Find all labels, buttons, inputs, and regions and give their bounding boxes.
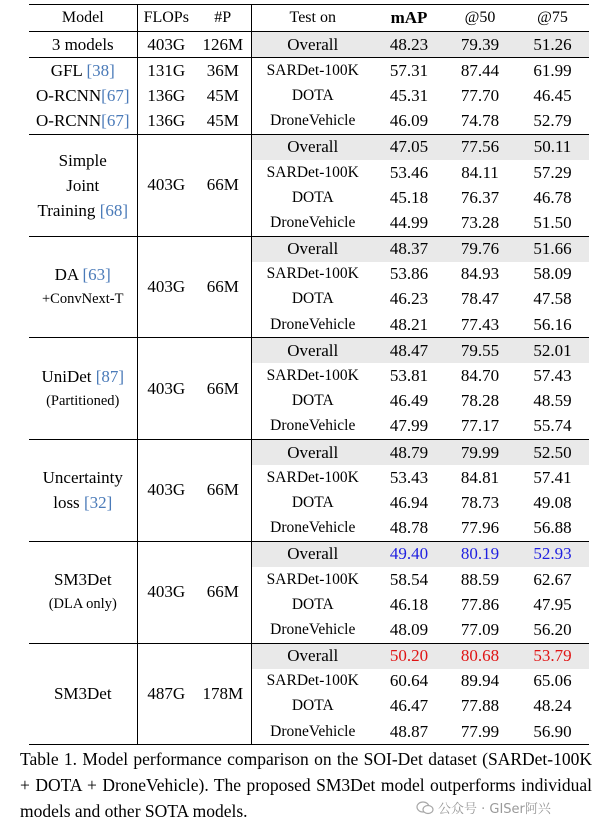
test-set: DroneVehicle xyxy=(251,210,374,236)
ap75-value: 51.50 xyxy=(533,212,572,232)
ap50-value: 84.93 xyxy=(460,264,500,284)
map-value: 46.49 xyxy=(389,391,429,411)
model-name: O-RCNN[67] xyxy=(36,85,130,105)
ap75-value: 51.26 xyxy=(516,32,589,58)
ap75-value: 58.09 xyxy=(533,264,572,284)
table-row xyxy=(29,440,589,466)
map-value: 48.79 xyxy=(374,440,444,466)
flops-value: 131G xyxy=(137,58,195,84)
test-set: DOTA xyxy=(251,389,374,414)
map-value: 58.54 xyxy=(389,569,429,589)
wechat-icon xyxy=(416,801,434,815)
ap50-value: 87.44 xyxy=(460,60,500,80)
ap75-value: 61.99 xyxy=(533,60,572,80)
ap50-value: 77.56 xyxy=(444,134,516,160)
flops-value: 136G xyxy=(137,83,195,108)
model-name: UniDet [87] (Partitioned) xyxy=(29,338,137,440)
map-value: 46.18 xyxy=(389,594,429,614)
map-value: 48.23 xyxy=(374,32,444,58)
params-value: 66M xyxy=(206,276,239,296)
ap50-value: 73.28 xyxy=(460,212,500,232)
watermark-text: 公众号 · GISer阿兴 xyxy=(438,802,551,817)
ap50-value: 79.76 xyxy=(444,236,516,262)
map-value: 48.47 xyxy=(374,338,444,364)
params-value: 45M xyxy=(206,111,239,131)
header-model: Model xyxy=(61,9,104,26)
ap75-value: 56.16 xyxy=(533,314,572,334)
ap75-value: 57.29 xyxy=(533,162,572,182)
params-value: 66M xyxy=(206,175,239,195)
header-params: #P xyxy=(214,9,232,26)
test-set: SARDet-100K xyxy=(251,58,374,84)
map-value: 48.21 xyxy=(389,314,429,334)
ap50-value: 80.68 xyxy=(444,643,516,669)
test-set: SARDet-100K xyxy=(251,262,374,287)
test-set: DroneVehicle xyxy=(251,414,374,440)
ap50-value: 78.28 xyxy=(460,391,500,411)
test-set: DOTA xyxy=(251,490,374,515)
map-value: 53.81 xyxy=(389,366,429,386)
ap75-value: 55.74 xyxy=(533,416,572,436)
ap75-value: 53.79 xyxy=(516,643,589,669)
params-value: 66M xyxy=(206,582,239,602)
ap75-value: 49.08 xyxy=(533,492,572,512)
table-row xyxy=(29,109,589,134)
model-variant: (Partitioned) xyxy=(46,392,120,409)
flops-value: 403G xyxy=(137,32,195,58)
map-value: 48.09 xyxy=(389,619,429,639)
params-value: 126M xyxy=(202,34,244,54)
map-value: 48.78 xyxy=(389,518,429,538)
ap50-value: 84.81 xyxy=(460,467,500,487)
ap50-value: 77.09 xyxy=(460,619,500,639)
test-set: DOTA xyxy=(251,83,374,108)
map-value: 48.37 xyxy=(374,236,444,262)
baseline-group xyxy=(29,32,589,58)
header-flops: FLOPs xyxy=(137,5,195,32)
test-set: SARDet-100K xyxy=(251,669,374,694)
table-row xyxy=(29,541,589,567)
model-group xyxy=(29,541,589,643)
ap75-value: 56.88 xyxy=(533,518,572,538)
ap75-value: 62.67 xyxy=(533,569,572,589)
test-set: DroneVehicle xyxy=(251,109,374,134)
ap75-value: 57.41 xyxy=(533,467,572,487)
map-value: 46.47 xyxy=(389,696,429,716)
params-value: 178M xyxy=(202,683,244,703)
ap75-value: 65.06 xyxy=(533,671,572,691)
ap50-value: 84.70 xyxy=(460,366,500,386)
ap75-value: 56.90 xyxy=(533,721,572,741)
citation[interactable]: [38] xyxy=(86,60,115,80)
table-row xyxy=(29,338,589,364)
table-row xyxy=(29,32,589,58)
params-value: 45M xyxy=(206,85,239,105)
citation[interactable]: [32] xyxy=(83,493,113,513)
map-value: 45.18 xyxy=(389,187,429,207)
table-row xyxy=(29,236,589,262)
test-set: Overall xyxy=(251,338,374,364)
ap50-value: 78.73 xyxy=(460,492,500,512)
ap50-value: 77.99 xyxy=(460,721,500,741)
flops-value: 403G xyxy=(137,338,195,440)
test-set: DroneVehicle xyxy=(251,516,374,542)
ap75-value: 46.45 xyxy=(533,85,572,105)
test-set: DOTA xyxy=(251,592,374,617)
model-name: SM3Det (DLA only) xyxy=(29,541,137,643)
ap50-value: 77.96 xyxy=(460,518,500,538)
model-group xyxy=(29,643,589,745)
map-value: 46.23 xyxy=(389,289,429,309)
map-value: 49.40 xyxy=(374,541,444,567)
ap50-value: 77.17 xyxy=(460,416,500,436)
ap75-value: 57.43 xyxy=(533,366,572,386)
citation[interactable]: [67] xyxy=(101,111,130,131)
model-group xyxy=(29,338,589,440)
test-set: DOTA xyxy=(251,694,374,719)
model-name: DA [63] +ConvNext-T xyxy=(29,236,137,338)
comparison-table xyxy=(29,4,589,745)
ap50-value: 78.47 xyxy=(460,289,500,309)
test-set: Overall xyxy=(251,541,374,567)
citation[interactable]: [68] xyxy=(99,200,129,220)
map-value: 48.87 xyxy=(389,721,429,741)
test-set: DOTA xyxy=(251,185,374,210)
ap75-value: 51.66 xyxy=(516,236,589,262)
map-value: 50.20 xyxy=(374,643,444,669)
flops-value: 403G xyxy=(137,236,195,338)
header-test-on: Test on xyxy=(251,5,374,32)
ap50-value: 76.37 xyxy=(460,187,500,207)
test-set: DOTA xyxy=(251,287,374,312)
table-row xyxy=(29,83,589,108)
model-variant: (DLA only) xyxy=(48,596,117,613)
map-value: 57.31 xyxy=(389,60,429,80)
flops-value: 403G xyxy=(137,134,195,236)
watermark xyxy=(416,798,551,817)
test-set: SARDet-100K xyxy=(251,160,374,185)
map-value: 46.94 xyxy=(389,492,429,512)
ap50-value: 74.78 xyxy=(460,111,500,131)
map-value: 53.43 xyxy=(389,467,429,487)
header-ap50: @50 xyxy=(464,9,496,26)
flops-value: 403G xyxy=(137,440,195,542)
test-set: DroneVehicle xyxy=(251,617,374,643)
ap75-value: 52.01 xyxy=(516,338,589,364)
citation[interactable]: [87] xyxy=(95,366,125,386)
map-value: 47.05 xyxy=(374,134,444,160)
model-name: GFL [38] xyxy=(50,60,115,80)
header-ap75: @75 xyxy=(537,9,568,26)
ap50-value: 79.55 xyxy=(444,338,516,364)
ap75-value: 50.11 xyxy=(516,134,589,160)
ap75-value: 46.78 xyxy=(533,187,572,207)
ap50-value: 77.86 xyxy=(460,594,500,614)
table-caption: Table 1. Model performance comparison on the SOI-Det dataset (SARDet-100K + DOTA + DroneVehicle). The proposed SM3Det model outperforms individual models and other SOTA models. xyxy=(20,749,592,821)
map-value: 53.46 xyxy=(389,162,429,182)
model-name: 3 models xyxy=(51,34,114,54)
ap50-value: 88.59 xyxy=(460,569,500,589)
flops-value: 487G xyxy=(137,643,195,745)
params-value: 66M xyxy=(206,378,239,398)
ap75-value: 52.50 xyxy=(516,440,589,466)
header-map: mAP xyxy=(390,8,428,27)
test-set: Overall xyxy=(251,440,374,466)
ap50-value: 84.11 xyxy=(461,162,499,182)
test-set: Overall xyxy=(251,134,374,160)
model-name: SM3Det xyxy=(53,684,112,704)
flops-value: 136G xyxy=(137,109,195,134)
single-models-group xyxy=(29,58,589,134)
test-set: DroneVehicle xyxy=(251,312,374,338)
flops-value: 403G xyxy=(137,541,195,643)
model-variant: +ConvNext-T xyxy=(42,290,124,307)
map-value: 60.64 xyxy=(389,671,429,691)
map-value: 47.99 xyxy=(389,416,429,436)
params-value: 36M xyxy=(206,60,239,80)
ap50-value: 77.70 xyxy=(460,85,500,105)
ap50-value: 79.39 xyxy=(444,32,516,58)
model-name: Uncertainty loss [32] xyxy=(42,468,123,513)
citation[interactable]: [67] xyxy=(101,85,130,105)
ap75-value: 47.95 xyxy=(533,594,572,614)
ap50-value: 77.88 xyxy=(460,696,500,716)
citation[interactable]: [63] xyxy=(82,264,111,284)
params-value: 66M xyxy=(206,480,239,500)
test-set: SARDet-100K xyxy=(251,363,374,388)
map-value: 46.09 xyxy=(389,111,429,131)
ap75-value: 48.24 xyxy=(533,696,572,716)
test-set: SARDet-100K xyxy=(251,567,374,592)
table-row xyxy=(29,58,589,84)
ap50-value: 89.94 xyxy=(460,671,500,691)
test-set: Overall xyxy=(251,236,374,262)
test-set: Overall xyxy=(251,643,374,669)
ap50-value: 80.19 xyxy=(444,541,516,567)
ap75-value: 48.59 xyxy=(533,391,572,411)
header-row xyxy=(29,5,589,32)
ap75-value: 52.79 xyxy=(533,111,572,131)
model-group xyxy=(29,134,589,236)
model-group xyxy=(29,236,589,338)
test-set: DroneVehicle xyxy=(251,719,374,745)
test-set: SARDet-100K xyxy=(251,465,374,490)
model-group xyxy=(29,440,589,542)
map-value: 53.86 xyxy=(389,264,429,284)
ap75-value: 52.93 xyxy=(516,541,589,567)
ap75-value: 56.20 xyxy=(533,619,572,639)
ap50-value: 79.99 xyxy=(444,440,516,466)
model-name: Simple Joint Training [68] xyxy=(37,150,129,220)
table-row xyxy=(29,643,589,669)
map-value: 45.31 xyxy=(389,85,429,105)
table-row xyxy=(29,134,589,160)
model-name: O-RCNN[67] xyxy=(36,111,130,131)
map-value: 44.99 xyxy=(389,212,429,232)
test-set: Overall xyxy=(251,32,374,58)
ap75-value: 47.58 xyxy=(533,289,572,309)
ap50-value: 77.43 xyxy=(460,314,500,334)
